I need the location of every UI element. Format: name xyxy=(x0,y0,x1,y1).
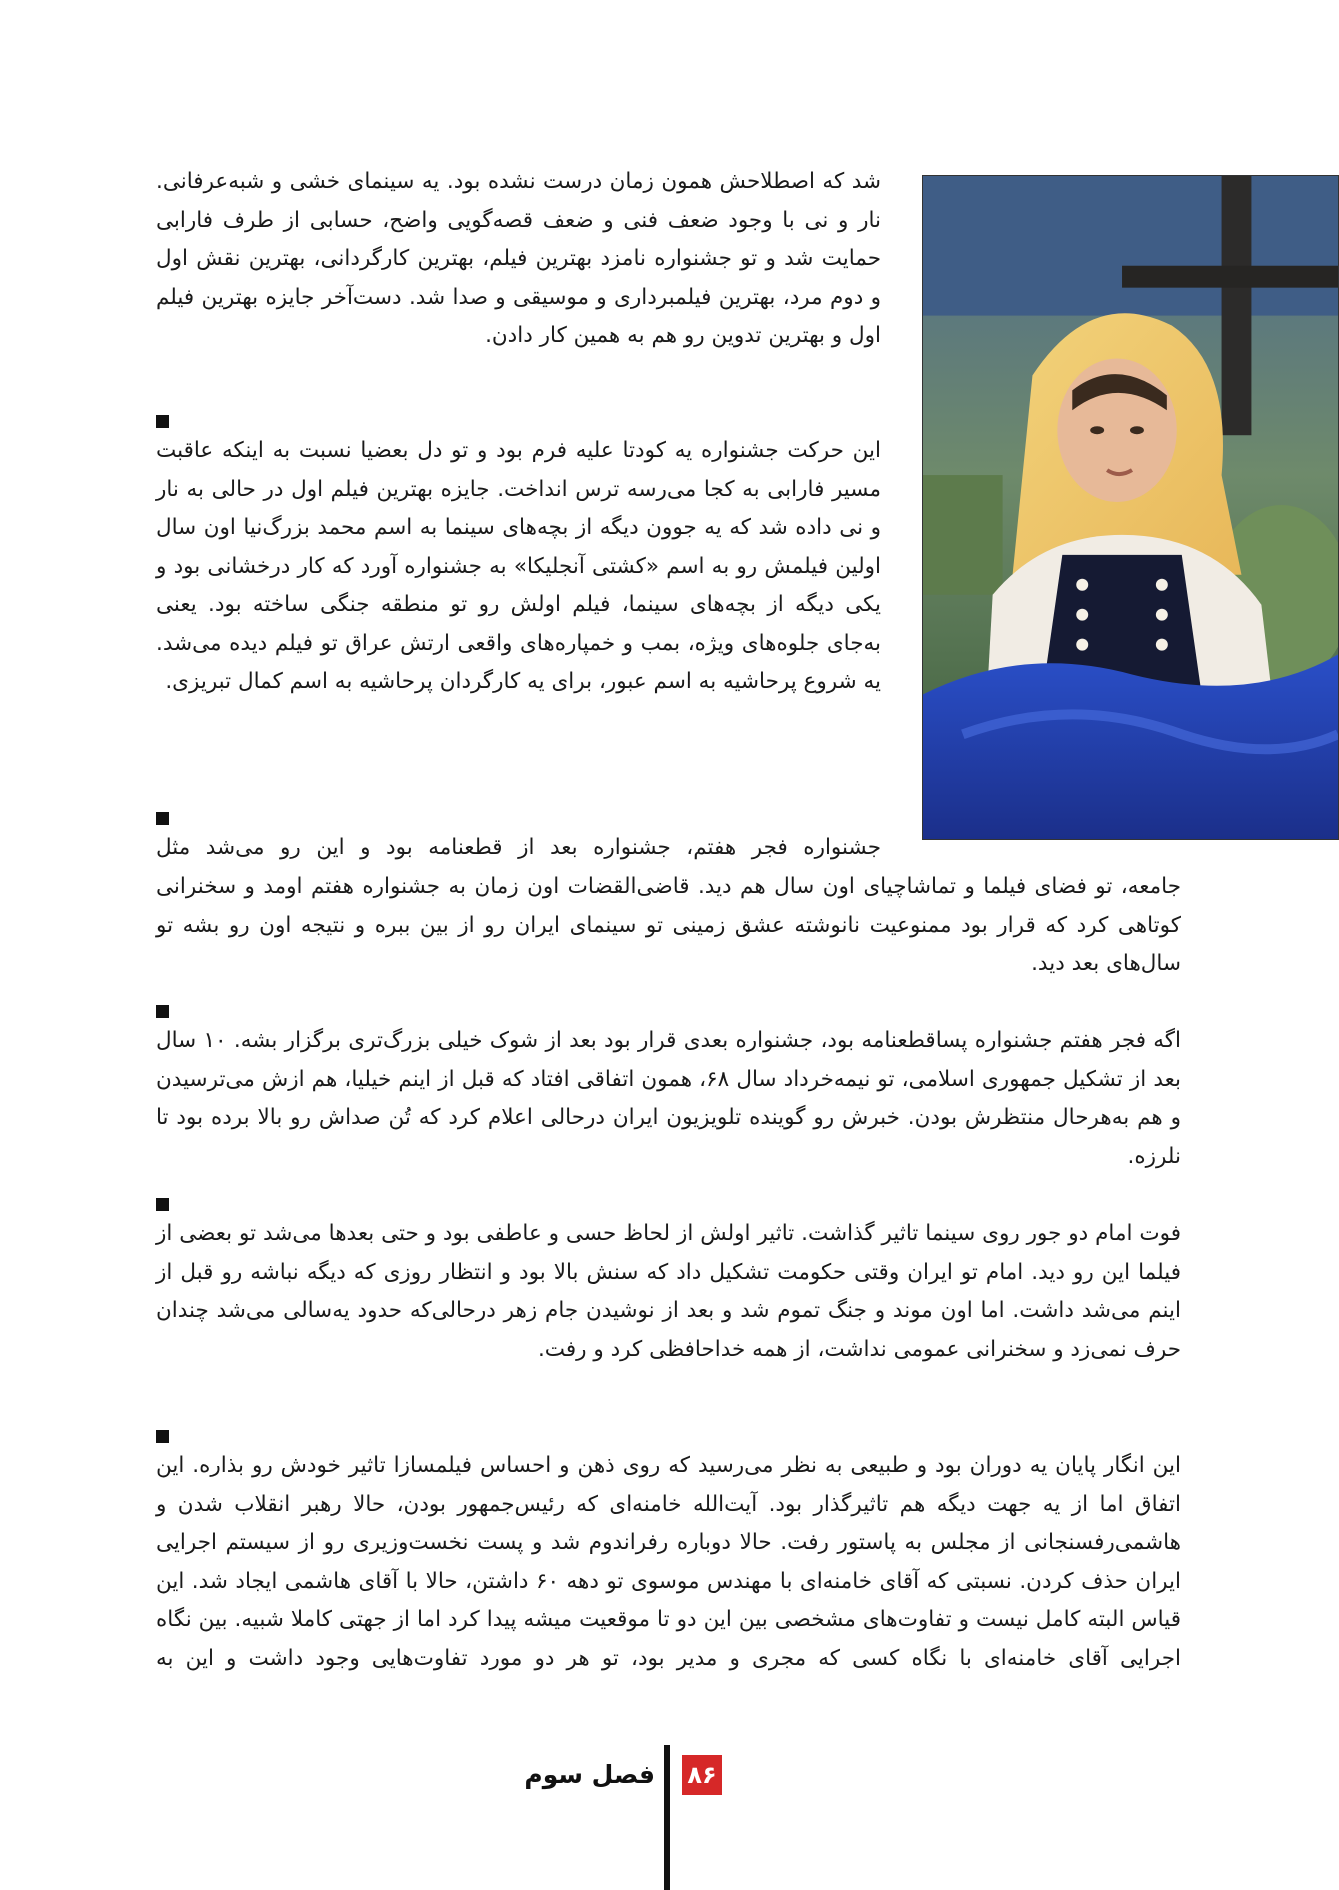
paragraph-1: شد که اصطلاحش همون زمان درست نشده بود. یه سینمای خشی و شبه‌عرفانی. نار و نی با وجود ضعف فنی و ضعف قصه‌گویی واضح، حسابی از طرف فارابی حمایت شد و تو جشنواره نامزد بهترین فیلم، بهترین کارگردانی، بهترین نقش اول و دوم مرد، بهترین فیلمبرداری و موسیقی و صدا شد. دست‌آخر جایزه بهترین فیلم اول و بهترین تدوین رو هم به همین کار دادن. xyxy=(156,169,881,348)
page-number: ۸۶ xyxy=(682,1755,722,1795)
bullet-square-icon xyxy=(156,1198,169,1211)
girl-headscarf-photo xyxy=(922,175,1339,840)
bullet-square-icon xyxy=(156,1005,169,1018)
paragraph-2-block xyxy=(156,415,881,702)
paragraph-5-block xyxy=(156,1198,1181,1369)
paragraph-4-block xyxy=(156,1005,1181,1176)
chapter-title: فصل سوم xyxy=(524,1760,655,1789)
bullet-square-icon xyxy=(156,415,169,428)
paragraph-4: اگه فجر هفتم جشنواره پساقطعنامه بود، جشنواره بعدی قرار بود بعد از شوک خیلی بزرگ‌تری برگزار بشه. ۱۰ سال بعد از تشکیل جمهوری اسلامی، تو نیمه‌خرداد سال ۶۸، همون اتفاقی افتاد که قبل از اینم خیلیا، هم ازش می‌ترسیدن و هم به‌هرحال منتظرش بودن. خبرش رو گوینده تلویزیون ایران درحالی اعلام کرد که تُن صداش رو بالا برده بود تا نلرزه. xyxy=(156,1028,1181,1169)
paragraph-5: فوت امام دو جور روی سینما تاثیر گذاشت. تاثیر اولش از لحاظ حسی و عاطفی بود و حتی بعدها می‌شد تو بعضی از فیلما این رو دید. امام تو ایران وقتی حکومت تشکیل داد که سنش بالا بود و انتظار روزی که دیگه نباشه رو قبل از اینم می‌شد داشت. اما اون موند و جنگ تموم شد و بعد از نوشیدن جام زهر درحالی‌که حدود یه‌سالی می‌شد چندان حرف نمی‌زد و سخنرانی عمومی نداشت، از همه خداحافظی کرد و رفت. xyxy=(156,1221,1181,1362)
paragraph-3-top: جشنواره فجر هفتم، جشنواره بعد از قطعنامه بود و این رو می‌شد مثل xyxy=(156,835,881,860)
photo-illustration xyxy=(923,176,1338,839)
paragraph-3-bottom: جامعه، تو فضای فیلما و تماشاچیای اون سال هم دید. قاضی‌القضات اون زمان به جشنواره هفتم اومد و سخنرانی کوتاهی کرد که قرار بود ممنوعیت نانوشته عشق زمینی تو سینمای ایران رو از بین ببره و نتیجه اون رو بشه تو سال‌های بعد دید. xyxy=(156,874,1181,976)
bullet-square-icon xyxy=(156,1430,169,1443)
paragraph-6: این انگار پایان یه دوران بود و طبیعی به نظر می‌رسید که روی ذهن و احساس فیلمسازا تاثیر خودش رو بذاره. این اتفاق اما از یه جهت دیگه هم تاثیرگذار بود. آیت‌الله خامنه‌ای که رئیس‌جمهور بودن، حالا رهبر انقلاب شدن و هاشمی‌رفسنجانی از مجلس به پاستور رفت. حالا دوباره رفراندوم شد و پست نخست‌وزیری رو از سیستم اجرایی ایران حذف کردن. نسبتی که آقای خامنه‌ای با مهندس موسوی تو دهه ۶۰ داشتن، حالا با آقای هاشمی ایجاد شد. این قیاس البته کامل نیست و تفاوت‌های مشخصی بین این دو تا موقعیت میشه پیدا کرد اما از جهتی کاملا شبیه. بین نگاه اجرایی آقای خامنه‌ای با نگاه کسی که مجری و مدیر بود، تو هر دو مورد تفاوت‌هایی وجود داشت و این به xyxy=(156,1453,1181,1671)
paragraph-2: این حرکت جشنواره یه کودتا علیه فرم بود و تو دل بعضیا نسبت به اینکه عاقبت مسیر فارابی به کجا می‌رسه ترس انداخت. جایزه بهترین فیلم اول در حالی به نار و نی داده شد که یه جوون دیگه از بچه‌های سینما به اسم محمد بزرگ‌نیا اون سال اولین فیلمش رو به اسم «کشتی آنجلیکا» به جشنواره آورد که کار درخشانی بود و یکی دیگه از بچه‌های سینما، فیلم اولش رو تو منطقه جنگی ساخته بود. یعنی به‌جای جلوه‌های ویژه، بمب و خمپاره‌های واقعی ارتش عراق تو فیلم دیده می‌شد. یه شروع پرحاشیه به اسم عبور، برای یه کارگردان پرحاشیه به اسم کمال تبریزی. xyxy=(156,438,881,694)
footer-divider xyxy=(664,1745,670,1890)
bullet-square-icon xyxy=(156,812,169,825)
paragraph-6-block xyxy=(156,1430,1181,1678)
paragraph-3-top-block xyxy=(156,812,881,868)
